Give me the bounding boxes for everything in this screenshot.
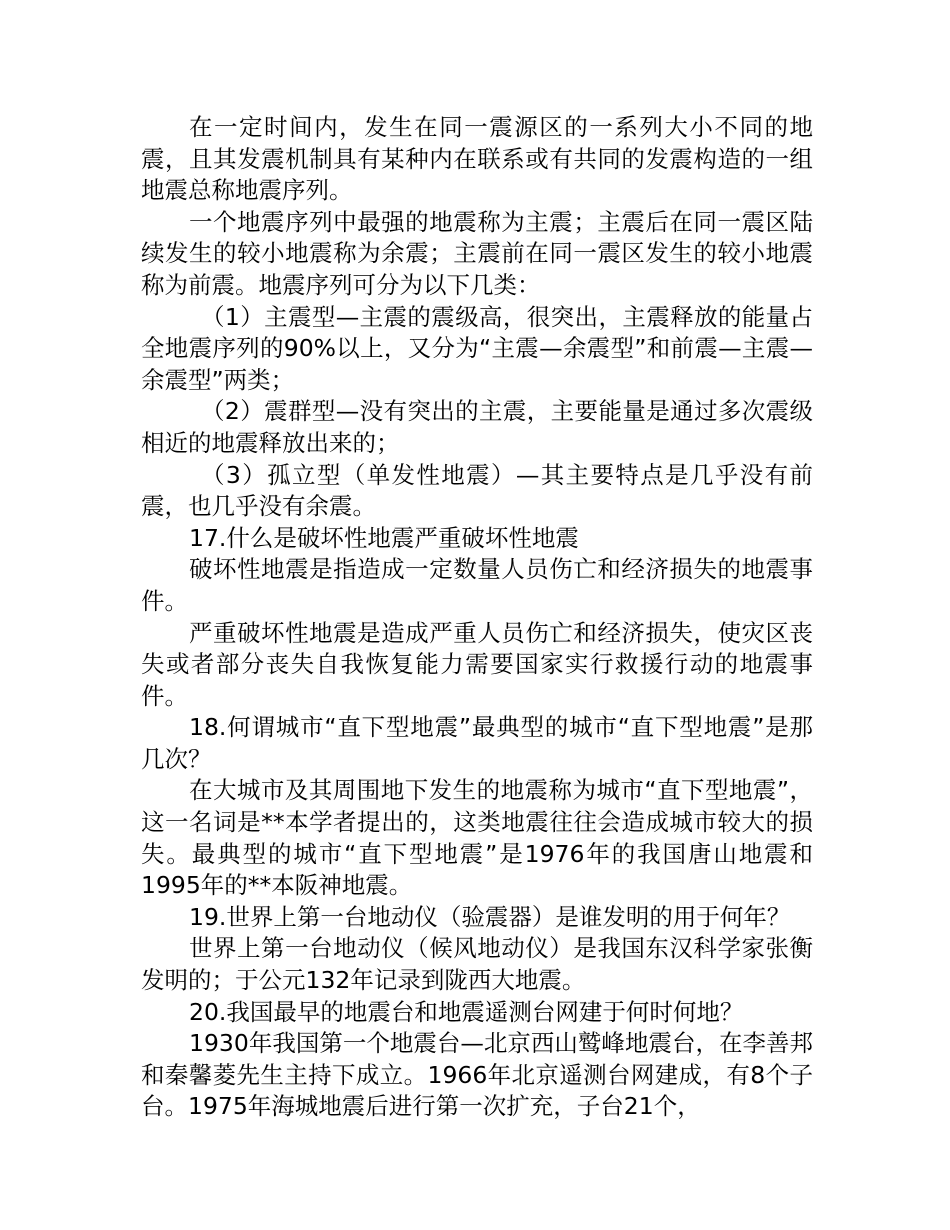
paragraph-earthquake-sequence-definition: 在一定时间内，发生在同一震源区的一系列大小不同的地震，且其发震机制具有某种内在联系或有共同的发震构造的一组地震总称地震序列。 [141,113,813,205]
paragraph-destructive-earthquake: 破坏性地震是指造成一定数量人员伤亡和经济损失的地震事件。 [141,555,813,615]
paragraph-direct-hit-earthquake: 在大城市及其周围地下发生的地震称为城市“直下型地震”，这一名词是**本学者提出的，这类地震往往会造成城市较大的损失。最典型的城市“直下型地震”是1976年的我国唐山地震和1995年的**本阪神地震。 [141,776,813,900]
question-heading-18: 18.何谓城市“直下型地震”最典型的城市“直下型地震”是那几次？ [141,713,813,773]
paragraph-mainshock-aftershock-foreshock: 一个地震序列中最强的地震称为主震；主震后在同一震区陆续发生的较小地震称为余震；主震前在同一震区发生的较小地震称为前震。地震序列可分为以下几类： [141,207,813,299]
question-heading-17: 17.什么是破坏性地震严重破坏性地震 [189,523,579,552]
list-item-isolated-type: （3）孤立型（单发性地震）—其主要特点是几乎没有前震，也几乎没有余震。 [141,460,813,521]
question-heading-20: 20.我国最早的地震台和地震遥测台网建于何时何地？ [189,997,744,1026]
paragraph-first-seismoscope: 世界上第一台地动仪（候风地动仪）是我国东汉科学家张衡发明的；于公元132年记录到陇西大地震。 [141,934,813,995]
list-item-mainshock-type: （1）主震型—主震的震级高，很突出，主震释放的能量占全地震序列的90%以上，又分为“主震—余震型”和前震—主震—余震型”两类； [141,302,813,394]
question-heading-19: 19.世界上第一台地动仪（验震器）是谁发明的用于何年？ [189,902,791,931]
paragraph-first-seismic-station: 1930年我国第一个地震台—北京西山鹫峰地震台，在李善邦和秦馨菱先生主持下成立。1966年北京遥测台网建成，有8个子台。1975年海城地震后进行第一次扩充，子台21个， [141,1029,813,1121]
paragraph-severe-destructive-earthquake: 严重破坏性地震是造成严重人员伤亡和经济损失，使灾区丧失或者部分丧失自我恢复能力需要国家实行救援行动的地震事件。 [141,618,813,710]
list-item-swarm-type: （2）震群型—没有突出的主震，主要能量是通过多次震级相近的地震释放出来的； [141,397,813,457]
document-body [141,112,813,1123]
